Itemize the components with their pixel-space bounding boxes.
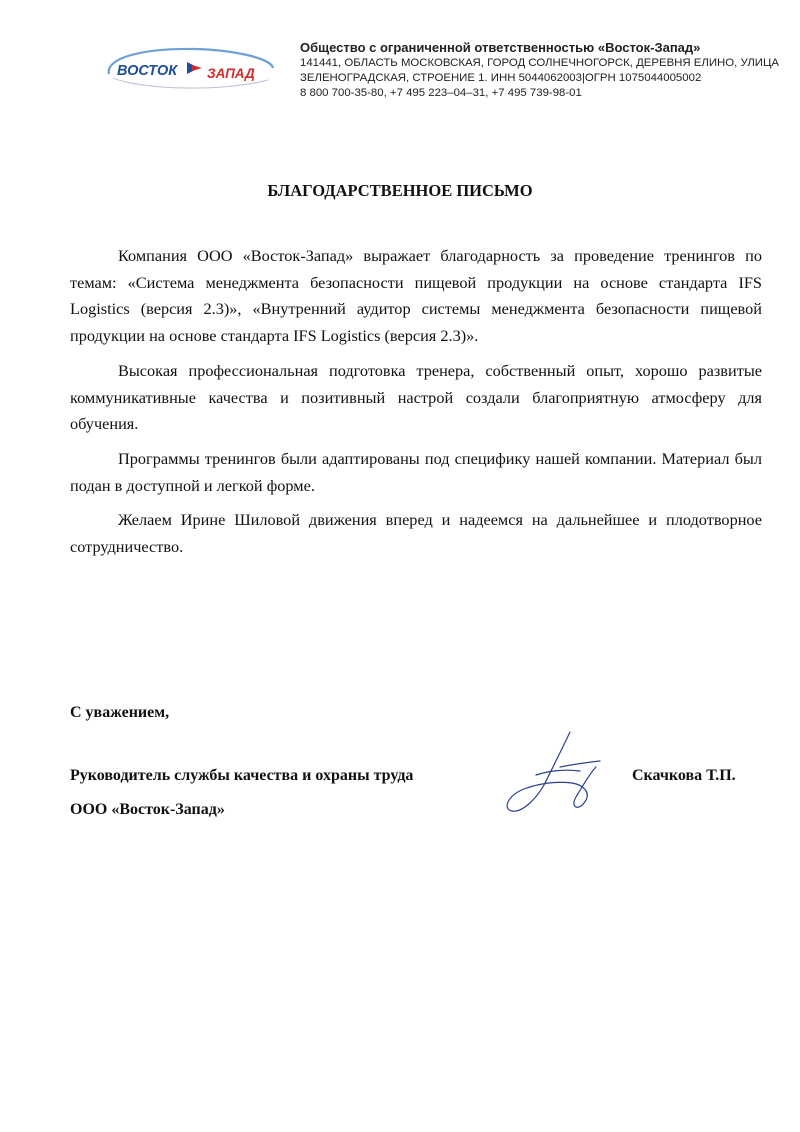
company-address-line-2: ЗЕЛЕНОГРАДСКАЯ, СТРОЕНИЕ 1. ИНН 5044062003|ОГРН 1075044005002 xyxy=(300,72,702,84)
logo-word-left: ВОСТОК xyxy=(117,63,178,79)
letter-closing: С уважением, xyxy=(70,704,170,721)
letter-paragraph-2: Высокая профессиональная подготовка тренера, собственный опыт, хорошо развитые коммуникативные качества и позитивный настрой создали благоприятную атмосферу для обучения. xyxy=(70,360,762,434)
signer-name: Скачкова Т.П. xyxy=(632,767,736,784)
letter-paragraph-1: Компания ООО «Восток-Запад» выражает благодарность за проведение тренингов по темам: «Система менеджмента безопасности пищевой продукции на основе стандарта IFS Logistics (версия 2.3)», «Внутренний аудитор системы менеджмента безопасности пищевой продукции на основе стандарта IFS Logistics (версия 2.3)». xyxy=(70,246,762,346)
letterhead-company-block xyxy=(300,40,780,101)
signer-organization: ООО «Восток-Запад» xyxy=(70,801,225,818)
handwritten-signature xyxy=(500,727,615,822)
letter-title: БЛАГОДАРСТВЕННОЕ ПИСЬМО xyxy=(267,181,533,200)
letter-paragraph-4: Желаем Ирине Шиловой движения вперед и надеемся на дальнейшее и плодотворное сотрудничество. xyxy=(70,510,762,557)
logo-word-right: ЗАПАД xyxy=(207,66,255,81)
letter-body xyxy=(70,243,762,569)
letter-paragraph-3: Программы тренингов были адаптированы под специфику нашей компании. Материал был подан в доступной и легкой форме. xyxy=(70,448,762,495)
company-logo xyxy=(103,44,278,94)
company-phones: 8 800 700-35-80, +7 495 223–04–31, +7 495 739-98-01 xyxy=(300,87,582,99)
signer-position: Руководитель службы качества и охраны труда xyxy=(70,767,414,784)
company-address-line-1: 141441, ОБЛАСТЬ МОСКОВСКАЯ, ГОРОД СОЛНЕЧНОГОРСК, ДЕРЕВНЯ ЕЛИНО, УЛИЦА xyxy=(300,57,780,69)
company-name: Общество с ограниченной ответственностью «Восток-Запад» xyxy=(300,40,701,55)
